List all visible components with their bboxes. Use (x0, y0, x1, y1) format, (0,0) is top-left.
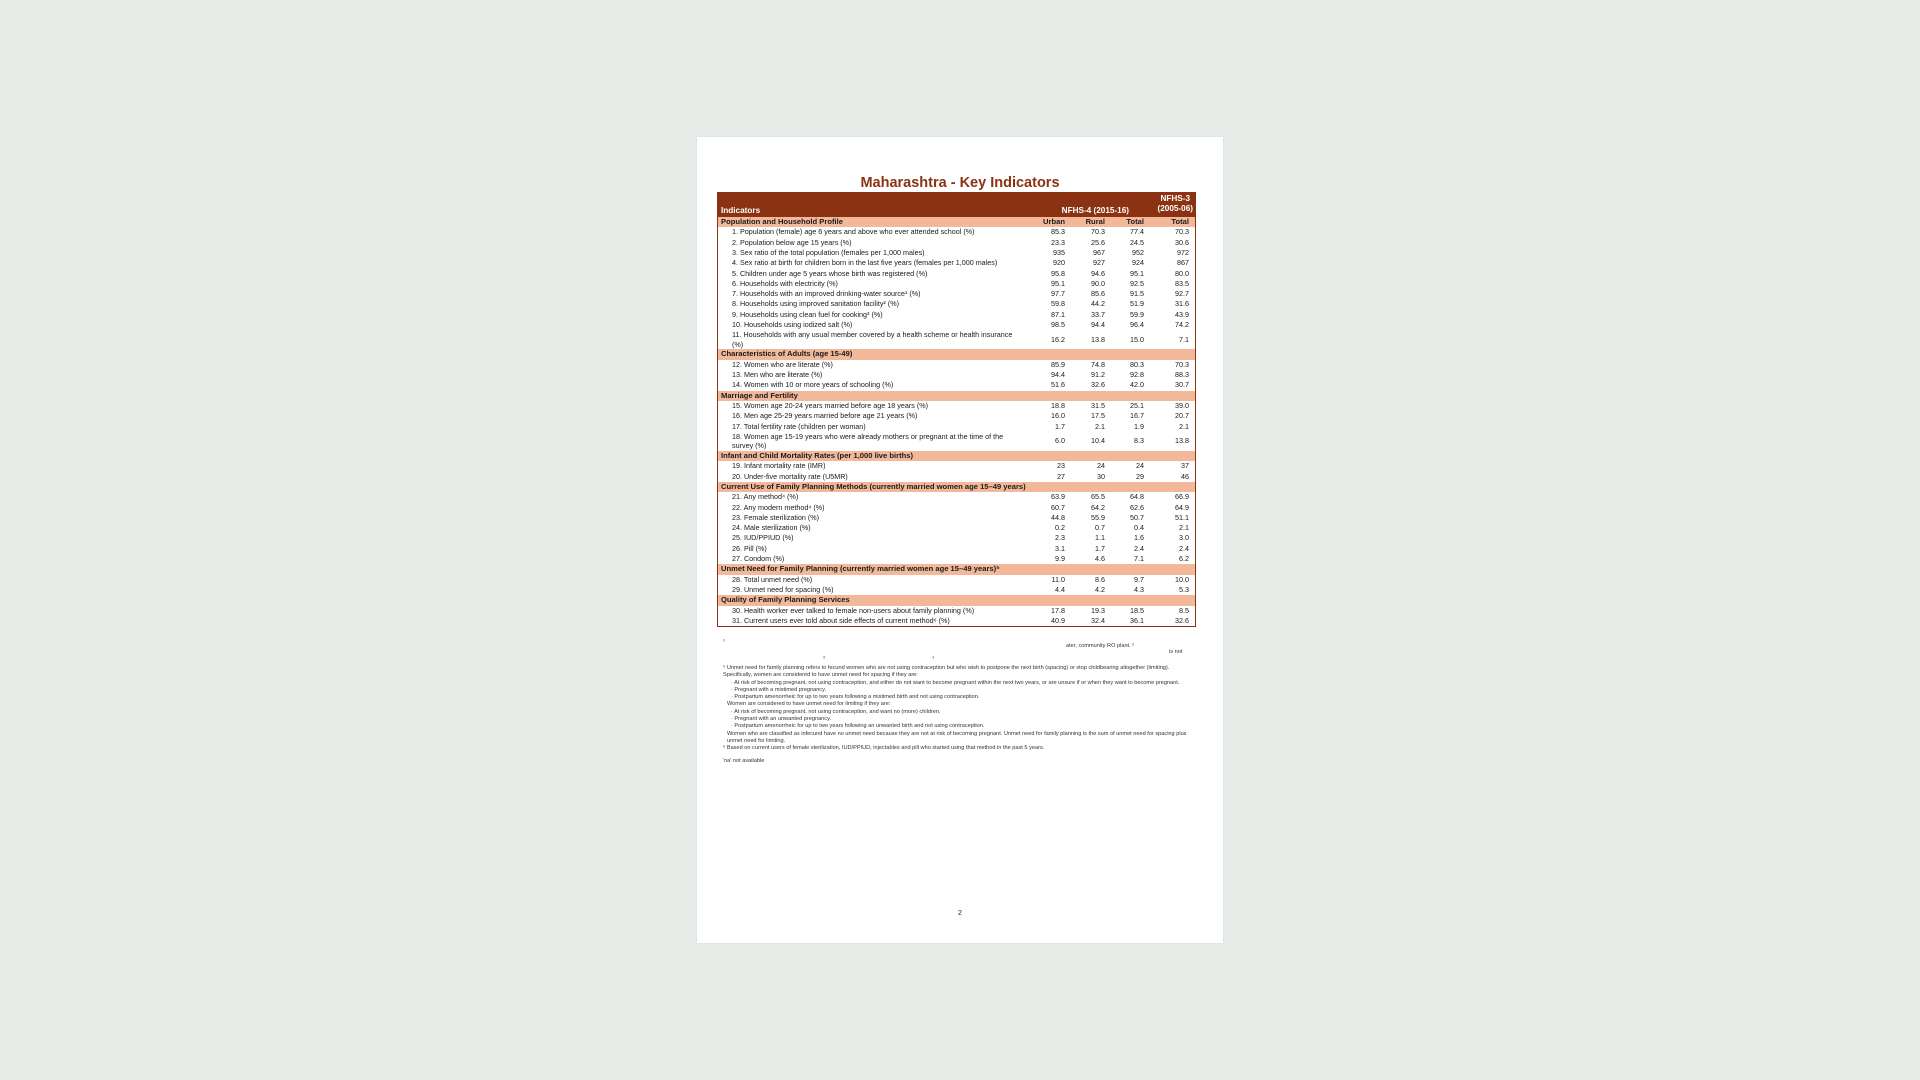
row-label: 20. Under-five mortality rate (U5MR) (732, 471, 848, 481)
row-value: 30.7 (1175, 380, 1189, 390)
section-title: Population and Household Profile (721, 217, 843, 226)
row-value: 10.0 (1175, 574, 1189, 584)
row-label: 24. Male sterilization (%) (732, 523, 811, 533)
row-value: 11.0 (1051, 574, 1065, 584)
row-value: 2.3 (1055, 533, 1065, 543)
row-label: 2. Population below age 15 years (%) (732, 237, 852, 247)
row-value: 18.8 (1051, 401, 1065, 411)
row-label: 27. Condom (%) (732, 554, 785, 564)
footnote-line: Women who are classified as infecund have no unmet need because they are not at risk of becoming pregnant. Unmet need for family planning is the sum of unmet need for spacing plus unmet need for limiting. (727, 730, 1187, 744)
row-value: 16.2 (1051, 334, 1065, 344)
row-value: 1.7 (1095, 543, 1105, 553)
row-value: 64.2 (1091, 502, 1105, 512)
row-value: 83.5 (1175, 278, 1189, 288)
row-label: 10. Households using iodized salt (%) (732, 320, 853, 330)
row-value: 2.4 (1134, 543, 1144, 553)
row-value: 7.1 (1134, 554, 1144, 564)
row-value: 0.7 (1095, 523, 1105, 533)
row-value: 0.4 (1134, 523, 1144, 533)
row-value: 18.5 (1130, 605, 1144, 615)
row-value: 8.5 (1179, 605, 1189, 615)
table-row (718, 310, 1195, 320)
row-value: 94.4 (1091, 320, 1105, 330)
row-value: 31.6 (1175, 299, 1189, 309)
table-row (718, 554, 1195, 564)
row-value: 5.3 (1179, 585, 1189, 595)
row-value: 13.8 (1091, 334, 1105, 344)
table-row (718, 380, 1195, 390)
header-nfhs4: NFHS-4 (2015-16) (1061, 206, 1129, 215)
row-value: 2.4 (1179, 543, 1189, 553)
row-value: 25.6 (1091, 237, 1105, 247)
row-value: 70.3 (1175, 359, 1189, 369)
section-header (718, 595, 1195, 605)
row-value: 2.1 (1179, 421, 1189, 431)
section-header (718, 349, 1195, 359)
section-header (718, 391, 1195, 401)
row-value: 24.5 (1130, 237, 1144, 247)
row-value: 44.8 (1051, 512, 1065, 522)
table-row (718, 575, 1195, 585)
row-value: 7.1 (1179, 334, 1189, 344)
table-row (718, 503, 1195, 513)
row-value: 94.4 (1051, 370, 1065, 380)
row-label: 7. Households with an improved drinking-water source¹ (%) (732, 289, 921, 299)
row-label: 11. Households with any usual member covered by a health scheme or health insurance (%) (732, 330, 1013, 349)
table-row (718, 289, 1195, 299)
row-value: 51.6 (1051, 380, 1065, 390)
section-header (718, 451, 1195, 461)
row-value: 39.0 (1175, 401, 1189, 411)
row-value: 42.0 (1130, 380, 1144, 390)
row-value: 80.0 (1175, 268, 1189, 278)
row-label: 3. Sex ratio of the total population (females per 1,000 males) (732, 247, 925, 257)
row-value: 97.7 (1051, 289, 1065, 299)
row-label: 18. Women age 15-19 years who were already mothers or pregnant at the time of the survey (%) (732, 431, 1004, 451)
footnote-line: · Pregnant with an unwanted pregnancy. (731, 716, 832, 723)
footnote-line: · Pregnant with a mistimed pregnancy. (731, 686, 827, 693)
row-label: 26. Pill (%) (732, 543, 767, 553)
row-value: 924 (1132, 258, 1144, 268)
row-value: 59.9 (1130, 309, 1144, 319)
row-value: 9.7 (1134, 574, 1144, 584)
row-value: 77.4 (1130, 227, 1144, 237)
row-value: 952 (1132, 247, 1144, 257)
row-value: 64.8 (1130, 492, 1144, 502)
row-label: 31. Current users ever told about side effects of current method⁶ (%) (732, 616, 950, 626)
footnote-line: Women are considered to have unmet need for limiting if they are: (727, 701, 891, 708)
row-label: 13. Men who are literate (%) (732, 370, 823, 380)
row-value: 8.3 (1134, 436, 1144, 446)
table-row (718, 248, 1195, 258)
row-value: 3.0 (1179, 533, 1189, 543)
row-value: 62.6 (1130, 502, 1144, 512)
row-label: 1. Population (female) age 6 years and above who ever attended school (%) (732, 227, 975, 237)
row-label: 22. Any modern method⁴ (%) (732, 502, 825, 512)
footnote-3-marker: ³ (823, 656, 825, 662)
row-value: 91.5 (1130, 289, 1144, 299)
section-title: Quality of Family Planning Services (721, 595, 850, 605)
row-value: 87.1 (1051, 309, 1065, 319)
section-title: Current Use of Family Planning Methods (currently married women age 15–49 years) (721, 481, 1026, 491)
row-value: 4.6 (1095, 554, 1105, 564)
row-value: 8.6 (1095, 574, 1105, 584)
row-value: 30.6 (1175, 237, 1189, 247)
table-row (718, 299, 1195, 309)
header-nfhs3-line2: (2005-06) (1157, 204, 1193, 213)
table-row (718, 533, 1195, 543)
footnote-line: · Postpartum amenorrheic for up to two years following an unwanted birth and not using contraception. (731, 723, 985, 730)
footnote-line: · At risk of becoming pregnant, not using contraception, and want no (more) children. (731, 708, 941, 715)
table-row (718, 258, 1195, 268)
header-nfhs3 (1157, 194, 1193, 214)
row-label: 9. Households using clean fuel for cooking³ (%) (732, 309, 883, 319)
row-value: 55.9 (1091, 512, 1105, 522)
row-value: 2.1 (1095, 421, 1105, 431)
row-value: 32.4 (1091, 616, 1105, 626)
footnote-line: · Postpartum amenorrheic for up to two years following a mistimed birth and not using contraception. (731, 694, 980, 701)
section-header (718, 217, 1195, 227)
row-value: 60.7 (1051, 502, 1065, 512)
row-value: 70.3 (1175, 227, 1189, 237)
column-header-total3: Total (1171, 217, 1189, 226)
footnote-na: 'na' not available (723, 757, 765, 764)
table-row (718, 269, 1195, 279)
row-value: 95.1 (1130, 268, 1144, 278)
footnote-4-marker: ⁴ (932, 656, 935, 662)
row-value: 66.9 (1175, 492, 1189, 502)
row-value: 15.0 (1130, 334, 1144, 344)
row-label: 5. Children under age 5 years whose birth was registered (%) (732, 268, 928, 278)
row-value: 36.1 (1130, 616, 1144, 626)
footnote-fragment-row3 (723, 657, 1193, 665)
row-value: 59.8 (1051, 299, 1065, 309)
row-value: 46 (1181, 471, 1189, 481)
row-value: 92.5 (1130, 278, 1144, 288)
row-label: 17. Total fertility rate (children per woman) (732, 421, 866, 431)
header-indicators: Indicators (721, 206, 761, 215)
row-value: 867 (1177, 258, 1189, 268)
table-row (718, 320, 1195, 330)
row-value: 74.8 (1091, 359, 1105, 369)
table-row (718, 401, 1195, 411)
row-label: 15. Women age 20-24 years married before age 18 years (%) (732, 401, 929, 411)
row-value: 64.9 (1175, 502, 1189, 512)
column-header-rural: Rural (1085, 217, 1105, 226)
table-row (718, 279, 1195, 289)
indicators-table (717, 192, 1196, 627)
row-value: 23.3 (1051, 237, 1065, 247)
table-row (718, 616, 1195, 626)
row-value: 85.3 (1051, 227, 1065, 237)
section-header (718, 564, 1195, 574)
row-value: 29 (1136, 471, 1144, 481)
table-row (718, 513, 1195, 523)
section-header (718, 482, 1195, 492)
table-row (718, 411, 1195, 421)
row-value: 967 (1093, 247, 1105, 257)
row-value: 51.9 (1130, 299, 1144, 309)
row-value: 32.6 (1091, 380, 1105, 390)
table-row (718, 227, 1195, 237)
row-value: 1.1 (1095, 533, 1105, 543)
row-value: 13.8 (1175, 436, 1189, 446)
table-row (718, 432, 1195, 451)
table-header (718, 193, 1195, 217)
table-row (718, 523, 1195, 533)
row-label: 16. Men age 25-29 years married before age 21 years (%) (732, 411, 918, 421)
row-value: 33.7 (1091, 309, 1105, 319)
row-value: 17.5 (1091, 411, 1105, 421)
footnote-fragment-row2 (723, 650, 1193, 657)
table-row (718, 606, 1195, 616)
row-value: 1.7 (1055, 421, 1065, 431)
row-label: 29. Unmet need for spacing (%) (732, 585, 834, 595)
row-value: 17.8 (1051, 605, 1065, 615)
row-value: 92.7 (1175, 289, 1189, 299)
column-header-total: Total (1126, 217, 1144, 226)
row-label: 6. Households with electricity (%) (732, 278, 838, 288)
header-nfhs3-line1: NFHS-3 (1160, 194, 1191, 203)
row-value: 50.7 (1130, 512, 1144, 522)
footnote-1-fragment: ater, community RO plant. ² (1066, 643, 1135, 649)
page-title: Maharashtra - Key Indicators (860, 175, 1060, 191)
table-row (718, 544, 1195, 554)
row-value: 43.9 (1175, 309, 1189, 319)
row-value: 1.9 (1134, 421, 1144, 431)
row-value: 0.2 (1055, 523, 1065, 533)
page-number: 2 (958, 910, 962, 917)
footnote-line: · At risk of becoming pregnant, not using contraception, and either do not want to become pregnant within the next two years, or are unsure if or when they want to become pregnant. (731, 679, 1180, 686)
section-title: Infant and Child Mortality Rates (per 1,000 live births) (721, 450, 913, 460)
row-value: 74.2 (1175, 320, 1189, 330)
row-value: 4.2 (1095, 585, 1105, 595)
table-row (718, 238, 1195, 248)
row-value: 24 (1136, 461, 1144, 471)
section-title: Unmet Need for Family Planning (currently married women age 15–49 years)⁵ (721, 564, 1000, 574)
table-row (718, 461, 1195, 471)
row-value: 1.6 (1134, 533, 1144, 543)
footnote-1-marker: ¹ (723, 639, 725, 645)
row-value: 6.0 (1055, 436, 1065, 446)
row-value: 70.3 (1091, 227, 1105, 237)
row-value: 32.6 (1175, 616, 1189, 626)
row-value: 24 (1097, 461, 1105, 471)
row-value: 63.9 (1051, 492, 1065, 502)
row-value: 25.1 (1130, 401, 1144, 411)
row-value: 16.7 (1130, 411, 1144, 421)
row-label: 28. Total unmet need (%) (732, 574, 813, 584)
footnotes (723, 639, 1193, 765)
table-row (718, 360, 1195, 370)
table-row (718, 472, 1195, 482)
row-value: 80.3 (1130, 359, 1144, 369)
row-value: 3.1 (1055, 543, 1065, 553)
row-value: 88.3 (1175, 370, 1189, 380)
row-value: 9.9 (1055, 554, 1065, 564)
row-value: 2.1 (1179, 523, 1189, 533)
row-value: 92.8 (1130, 370, 1144, 380)
row-value: 935 (1053, 247, 1065, 257)
row-value: 85.6 (1091, 289, 1105, 299)
row-value: 23 (1057, 461, 1065, 471)
row-value: 30 (1097, 471, 1105, 481)
row-value: 27 (1057, 471, 1065, 481)
table-row (718, 492, 1195, 502)
row-value: 19.3 (1091, 605, 1105, 615)
row-label: 23. Female sterilization (%) (732, 512, 820, 522)
row-value: 95.8 (1051, 268, 1065, 278)
table-row (718, 370, 1195, 380)
row-label: 25. IUD/PPIUD (%) (732, 533, 794, 543)
footnote-line: ⁶ Based on current users of female sterilization, IUD/PPIUD, injectables and pill who started using that method in the past 5 years. (723, 745, 1045, 752)
row-value: 20.7 (1175, 411, 1189, 421)
footnote-line: ⁵ Unmet need for family planning refers to fecund women who are not using contraception but who wish to postpone the next birth (spacing) or stop childbearing altogether (limiting). Specifically, women are considered to have unmet need for spacing if they are: (723, 665, 1170, 679)
column-header-urban: Urban (1043, 217, 1065, 226)
row-value: 65.5 (1091, 492, 1105, 502)
row-value: 91.2 (1091, 370, 1105, 380)
table-row (718, 422, 1195, 432)
row-value: 920 (1053, 258, 1065, 268)
row-value: 98.5 (1051, 320, 1065, 330)
row-value: 31.5 (1091, 401, 1105, 411)
table-row (718, 585, 1195, 595)
footnote-2-fragment: is not (1169, 649, 1183, 655)
row-value: 96.4 (1130, 320, 1144, 330)
row-label: 19. Infant mortality rate (IMR) (732, 461, 826, 471)
row-value: 95.1 (1051, 278, 1065, 288)
row-value: 927 (1093, 258, 1105, 268)
row-value: 4.3 (1134, 585, 1144, 595)
row-value: 44.2 (1091, 299, 1105, 309)
document-page (697, 137, 1223, 943)
table-row (718, 330, 1195, 349)
row-value: 40.9 (1051, 616, 1065, 626)
section-title: Characteristics of Adults (age 15-49) (721, 349, 853, 359)
row-value: 10.4 (1091, 436, 1105, 446)
row-value: 972 (1177, 247, 1189, 257)
footnote-fragment-row1 (723, 639, 1193, 650)
row-value: 90.0 (1091, 278, 1105, 288)
row-value: 4.4 (1055, 585, 1065, 595)
row-label: 14. Women with 10 or more years of schooling (%) (732, 380, 894, 390)
section-title: Marriage and Fertility (721, 390, 798, 400)
row-value: 51.1 (1175, 512, 1189, 522)
row-label: 12. Women who are literate (%) (732, 359, 833, 369)
row-value: 94.6 (1091, 268, 1105, 278)
row-label: 4. Sex ratio at birth for children born in the last five years (females per 1,000 males) (732, 258, 998, 268)
row-label: 30. Health worker ever talked to female non-users about family planning (%) (732, 605, 975, 615)
row-value: 6.2 (1179, 554, 1189, 564)
row-value: 16.0 (1051, 411, 1065, 421)
row-value: 37 (1181, 461, 1189, 471)
row-label: 8. Households using improved sanitation facility² (%) (732, 299, 899, 309)
row-value: 85.9 (1051, 359, 1065, 369)
row-label: 21. Any method⁴ (%) (732, 492, 799, 502)
